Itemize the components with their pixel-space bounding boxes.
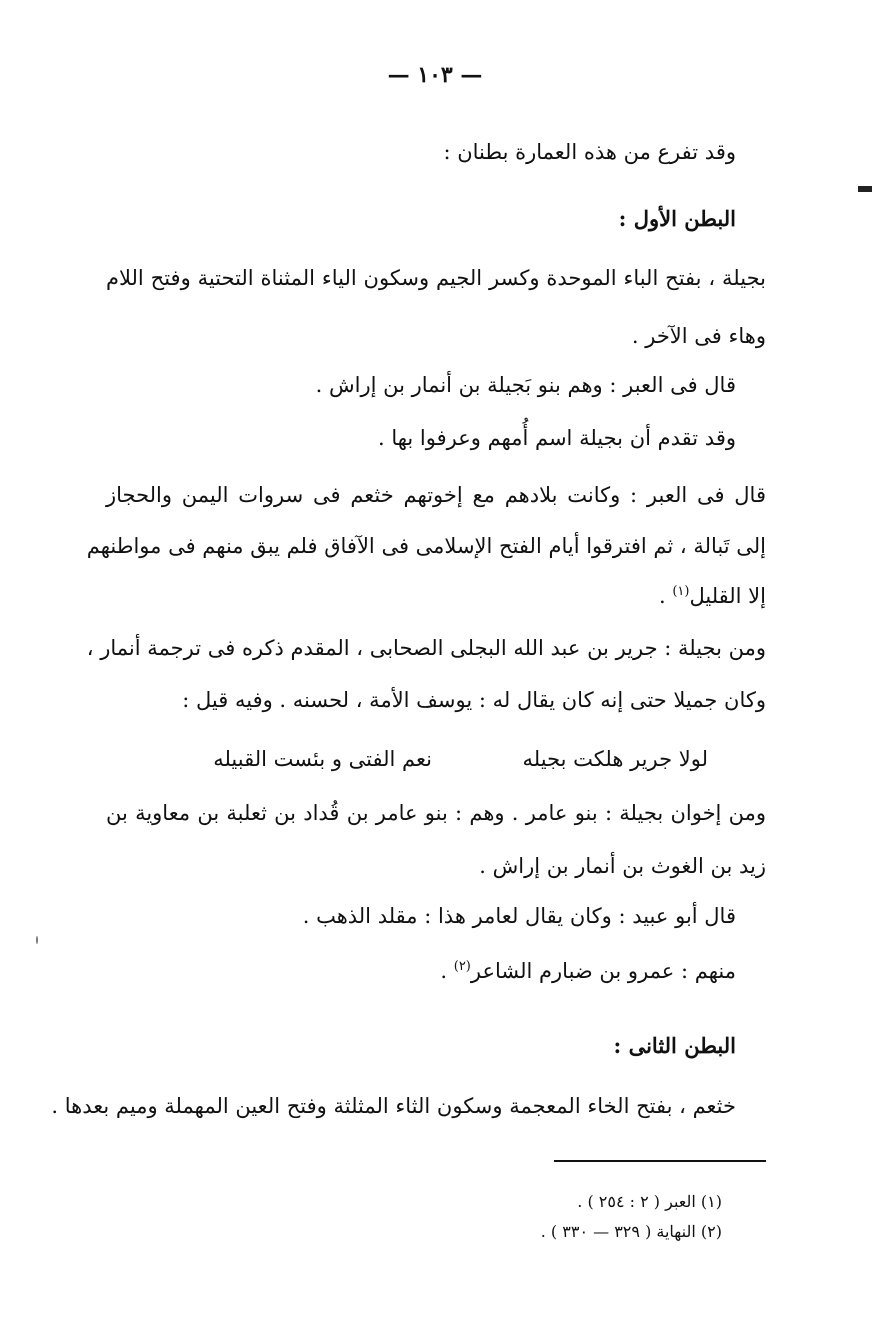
text-line-17: خثعم ، بفتح الخاء المعجمة وسكون الثاء المثلثة وفتح العين المهملة وميم بعدها . [51, 1094, 736, 1118]
section-heading-first-branch: البطن الأول : [618, 206, 736, 231]
text-line-5: قال فى العبر : وهم بنو بَجيلة بن أنمار بن إراش . [315, 373, 736, 397]
text-line-1: وقد تفرع من هذه العمارة بطنان : [443, 140, 736, 164]
footnote-marker-2: (٢) [453, 959, 471, 974]
page-number: — ١٠٣ — [387, 62, 483, 88]
footnote-1: (١) العبر ( ٢ : ٢٥٤ ) . [577, 1192, 722, 1211]
footnote-2: (٢) النهاية ( ٣٢٩ — ٣٣٠ ) . [540, 1222, 722, 1241]
text-line-8: إلى تَبالة ، ثم افترقوا أيام الفتح الإسلامى فى الآفاق فلم يبق منهم فى مواطنهم [86, 534, 766, 558]
section-heading-second-branch: البطن الثانى : [613, 1033, 736, 1058]
text-line-14: قال أبو عبيد : وكان يقال لعامر هذا : مقلد الذهب . [302, 904, 736, 928]
text-line-9 [659, 585, 766, 607]
text-line-12: ومن إخوان بجيلة : بنو عامر . وهم : بنو عامر بن قُداد بن ثعلبة بن معاوية بن [106, 801, 766, 825]
verse-hemistich-left: نعم الفتى و بئست القبيله [213, 747, 432, 771]
scan-speck [36, 936, 38, 944]
text-line-4: وهاء فى الآخر . [631, 324, 766, 348]
text-line-6: وقد تقدم أن بجيلة اسم أُمهم وعرفوا بها . [377, 426, 736, 450]
text-line-7: قال فى العبر : وكانت بلادهم مع إخوتهم خثعم فى سروات اليمن والحجاز [106, 483, 766, 507]
text-line-9-body: إلا القليل [689, 584, 766, 608]
verse-hemistich-right: لولا جرير هلكت بجيله [522, 747, 708, 771]
margin-ink-mark [858, 186, 872, 192]
footnote-separator [554, 1160, 766, 1162]
text-line-15 [440, 960, 736, 982]
text-line-15-end: . [440, 959, 454, 983]
footnote-marker-1: (١) [672, 584, 690, 599]
text-line-15-body: منهم : عمرو بن ضبارم الشاعر [470, 959, 736, 983]
text-line-9-end: . [658, 584, 673, 608]
text-line-11: وكان جميلا حتى إنه كان يقال له : يوسف الأمة ، لحسنه . وفيه قيل : [182, 688, 766, 712]
text-line-3: بجيلة ، بفتح الباء الموحدة وكسر الجيم وسكون الياء المثناة التحتية وفتح اللام [106, 266, 766, 290]
text-line-10: ومن بجيلة : جرير بن عبد الله البجلى الصحابى ، المقدم ذكره فى ترجمة أنمار ، [86, 636, 766, 660]
text-line-13: زيد بن الغوث بن أنمار بن إراش . [479, 854, 766, 878]
